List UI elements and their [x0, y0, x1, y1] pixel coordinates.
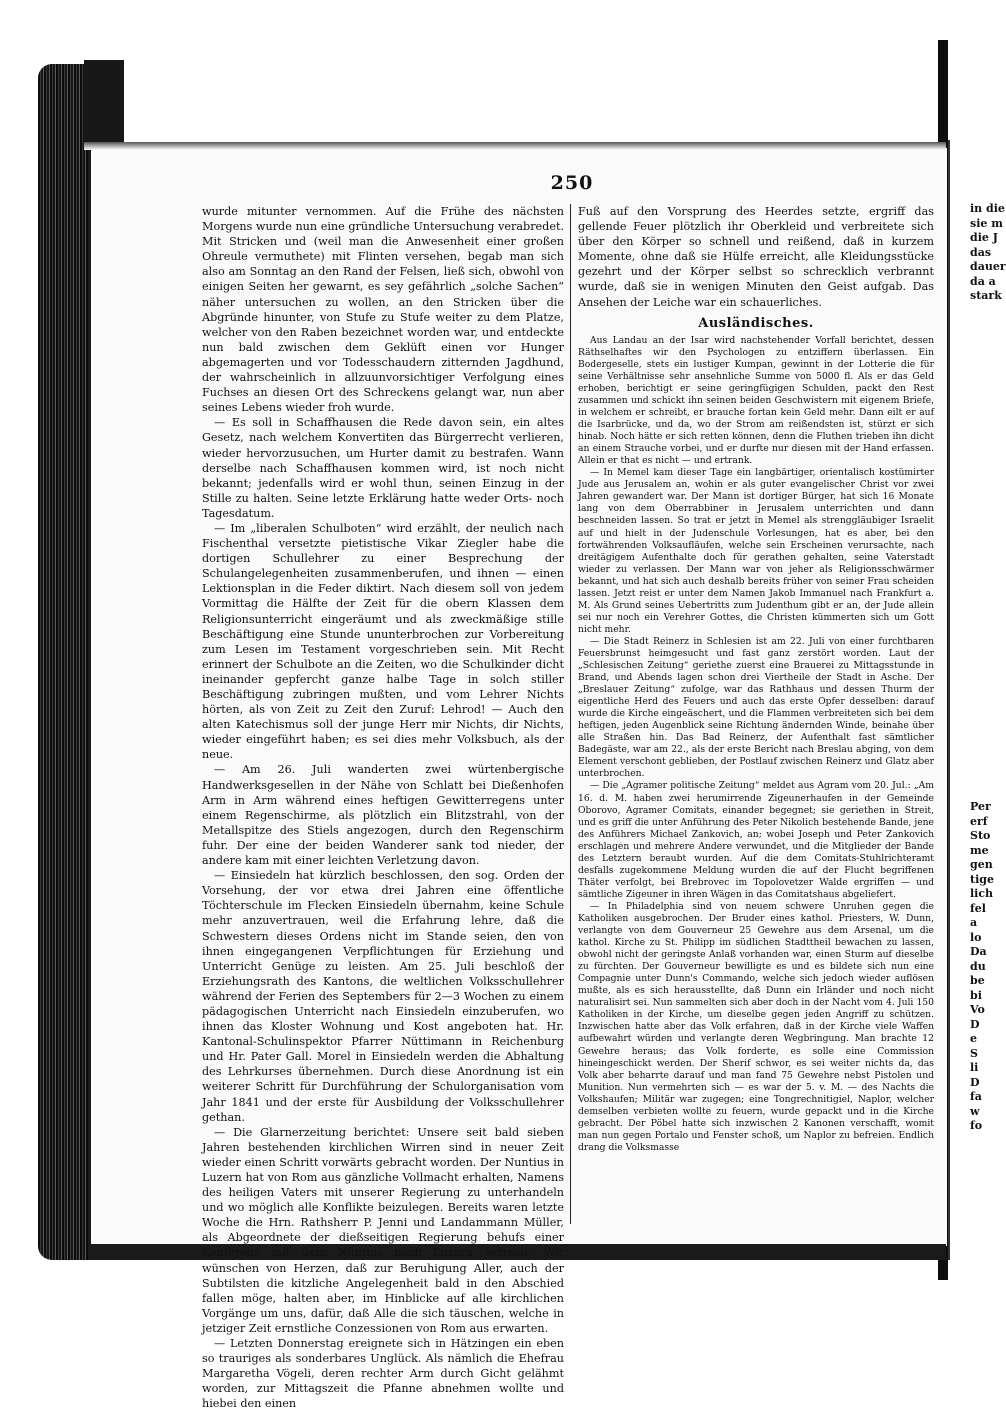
facing-page-line: me [970, 843, 989, 857]
page-top-shadow [84, 142, 946, 150]
article-paragraph: Aus Landau an der Isar wird nachstehender Vorfall berichtet, dessen Räthselhaftes wir den Psychologen zu entziffern überlassen. Ein Bodergeselle, stets ein lustiger Kumpan, gewinnt in der Lotterie die für seine Verhältnisse sehr ansehnliche Summe von 5000 fl. Als er das Geld erhoben, berichtigt er seine geringfügigen Schulden, packt den Rest zusammen und schickt ihn seinen beiden Geschwistern mit eigenem Briefe, in welchem er schreibt, er brauche fortan kein Geld mehr. Dann eilt er auf die Isarbrücke, und da, wo der Strom am reißendsten ist, stürzt er sich hinab. Noch hätte er sich retten können, denn die Fluthen trieben ihn dicht an einem Strauche vorbei, und er durfte nur diesen mit der Hand erfassen. Allein er that es nicht — und ertrank. [578, 334, 934, 467]
facing-page-line: tige [970, 872, 994, 886]
facing-page-line: e [970, 1032, 977, 1045]
article-paragraph: wurde mitunter vernommen. Auf die Frühe des nächsten Morgens wurde nun eine gründliche Untersuchung verabredet. Mit Stricken und (weil man die Anwesenheit einer großen Ohreule vermuthete) mit Flinten versehen, begab man sich also am Sonntag an den Rand der Felsen, ließ sich, obwohl von einigen Seiten her gewarnt, es sey gefährlich „solche Sachen“ näher untersuchen zu wollen, an den Stricken über die Abgründe hinunter, von Stufe zu Stufe weiter zu dem Platze, welcher von den Raben bezeichnet worden war, und entdeckte nun bald zwischen dem Geklüft einen vor Hunger abgemagerten und vor Todesschaudern zitternden Jagdhund, der wahrscheinlich in allzuunvorsichtiger Verfolgung eines Fuchses an diesen Ort des Schreckens gelangt war, nun aber seines Lebens wieder froh wurde. [202, 205, 564, 415]
right-column [578, 204, 934, 1154]
facing-page-line: in die [970, 202, 1005, 215]
facing-page-line: erf [970, 814, 988, 828]
column-divider [570, 204, 571, 1224]
section-title: Ausländisches. [698, 315, 814, 331]
facing-page-line: D [970, 1017, 980, 1031]
book-page-edges [38, 64, 90, 1260]
facing-page-line: a [970, 916, 978, 929]
facing-page-line: da a [970, 274, 996, 288]
book-corner-shadow [84, 60, 124, 150]
facing-page-line: stark [970, 289, 1002, 302]
foreign-news-articles [578, 335, 934, 1154]
facing-page-line: be [970, 974, 985, 987]
facing-page-line: D [970, 1075, 980, 1089]
article-paragraph: — Im „liberalen Schulboten“ wird erzählt, der neulich nach Fischenthal versetzte pietistische Vikar Ziegler habe die dortigen Schullehrer zu einer Besprechung der Schulangelegenheiten zusammenberufen, und ihnen — einen Lektionsplan in die Feder diktirt. Nach diesem soll von jedem Vormittag die Hälfte der Zeit für die obern Klassen dem Religionsunterricht eingeräumt und als zweckmäßige stille Beschäftigung eine Stunde ununterbrochen zur Vorbereitung zum Lesen im Testament vorgeschrieben sein. Mit Recht erinnert der Schulbote an die Zeiten, wo die Schulkinder dicht ineinander gepfercht ganze halbe Tage in solch stiller Beschäftigung zubringen mußten, und vom Lehrer Nichts hörten, als von Zeit zu Zeit den Zuruf: Lehrod! — Auch den alten Katechismus soll der junge Herr mir Nichts, dir Nichts, wieder eingeführt haben; es sei dies mehr Volksbuch, als der neue. [202, 521, 564, 762]
page-number: 250 [550, 172, 594, 194]
left-column [202, 204, 564, 1412]
facing-page-line: Vo [970, 1003, 985, 1016]
facing-page-line: die J [970, 231, 998, 244]
facing-page-line: du [970, 959, 986, 973]
article-paragraph: — Es soll in Schaffhausen die Rede davon sein, ein altes Gesetz, nach welchem Konvertiten das Bürgerrecht verlieren, wieder hervorzusuchen, um Hurter damit zu bestrafen. Wann derselbe nach Schaffhausen kommen wird, ist noch nicht bekannt; jedenfalls wird er wohl thun, seinen Einzug in der Stille zu halten. Seine letzte Erklärung hatte weder Orts- noch Tagesdatum. [202, 416, 564, 520]
scan-margin [0, 0, 36, 1322]
facing-page-line: lo [970, 930, 982, 944]
facing-page-text-bottom [950, 800, 994, 1134]
article-paragraph: — In Memel kam dieser Tage ein langbärtiger, orientalisch kostümirter Jude aus Jerusalem an, wohin er als guter evangelischer Christ vor zwei Jahren gewandert war. Der Mann ist dortiger Bürger, hat sich 16 Monate lang von dem Oberrabbiner in Jerusalem unterrichten und dann beschneiden lassen. So trat er jetzt in Memel als strenggläubiger Israelit auf und hielt in der Judenschule Vorlesungen, hat es aber, bei den fortwährenden Volksaufläufen, welche sein Erscheinen verursachte, nach dreitägigem Aufenthalte doch für gerathen gehalten, seine Vaterstadt wieder zu verlassen. Der Mann war von jeher als Religionsschwärmer bekannt, und hat sich auch deshalb bereits früher von seiner Frau scheiden lassen. Jetzt reist er unter dem Namen Jakob Immanuel nach Frankfurt a. M. Als Grund seines Uebertritts zum Judenthum gibt er an, der Jude allein sei nur noch ein Verehrer Gottes, die Christen kümmerten sich um Gott nicht mehr. [578, 467, 934, 635]
facing-page-line: gen [970, 858, 993, 871]
article-paragraph: — Die Stadt Reinerz in Schlesien ist am 22. Juli von einer furchtbaren Feuersbrunst heimgesucht und fast ganz zerstört worden. Laut der „Schlesischen Zeitung“ geriethe zuerst eine Brauerei zu Mittagsstunde in Brand, und Abends lagen schon drei Viertheile der Stadt in Asche. Der „Breslauer Zeitung“ zufolge, war das Rathhaus und dessen Thurm der eigentliche Herd des Feuers und auch das erste Opfer desselben: darauf wurde die Kirche eingeäschert, und die Flammen verbreiteten sich bei dem heftigen, jeden Augenblick seine Richtung ändernden Winde, beinahe über alle Straßen hin. Das Bad Reinerz, der Aufenthalt fast sämtlicher Badegäste, war am 22., als der erste Bericht nach Breslau abging, von dem Element verschont geblieben, der Postlauf zwischen Reinerz und Glatz aber unterbrochen. [578, 635, 934, 780]
right-column-top-paragraph: Fuß auf den Vorsprung des Heerdes setzte, ergriff das gellende Feuer plötzlich ihr Oberkleid und verbreitete sich über den Körper so schnell und reißend, daß in kurzem Momente, ohne daß sie Hülfe erreicht, alle Kleidungsstücke gezehrt und der Körper selbst so schrecklich verbrannt wurde, daß sie in wenigen Minuten den Geist aufgab. Das Ansehen der Leiche war ein schauerliches. [578, 205, 934, 309]
facing-page-line: bi [970, 988, 982, 1002]
facing-page-fragment [948, 140, 1006, 1260]
facing-page-line: sie m [970, 216, 1003, 230]
facing-page-line: w [970, 1104, 980, 1118]
article-paragraph: — In Philadelphia sind von neuem schwere Unruhen gegen die Katholiken ausgebrochen. Der Bruder eines kathol. Priesters, W. Dunn, verlangte von dem Gouverneur 25 Gewehre aus dem Arsenal, um die kathol. Kirche zu St. Philipp im südlichen Stadttheil bewachen zu lassen, obwohl nicht der geringste Anlaß vorhanden war, einen Sturm auf dieselbe zu fürchten. Der Gouverneur bewilligte es und es bildete sich nun eine Compagnie unter Dunn's Commando, welche sich jedoch wieder auflösen mußte, als es sich herausstellte, daß Dunn ein Irländer und noch nicht naturalisirt sei. Nun sammelten sich aber doch in der Nacht vom 4. Juli 150 Katholiken in der Kirche, um dieselbe gegen jeden Angriff zu schützen. Inzwischen hatte aber das Volk erfahren, daß in der Kirche viele Waffen aufbewahrt würden und verlangte deren Wegbringung. Man brachte 12 Gewehre heraus; das Volk forderte, es solle eine Commission hineingeschickt werden. Der Sherif schwor, es sei weiter nichts da, das Volk aber beharrte darauf und man fand 75 Gewehre nebst Pistolen und Munition. Nun vermehrten sich — es war der 5. v. M. — des Nachts die Volkshaufen; Militär war zugegen; eine Tongrechnitigiel, Naplor, welcher demselben verbieten wollte zu feuern, wurde gepackt und in die Kirche gebracht. Der Pöbel hatte sich inzwischen 2 Kanonen verschafft, womit man nun gegen Portalo und Fenster schoß, um Naplor zu befreien. Endlich drang die Volksmasse [578, 900, 934, 1153]
facing-page-line: Per [970, 800, 991, 813]
facing-page-line: Sto [970, 829, 991, 842]
facing-page-line: li [970, 1061, 979, 1074]
article-paragraph: — Am 26. Juli wanderten zwei würtenbergische Handwerksgesellen in der Nähe von Schlatt bei Dießenhofen Arm in Arm während eines heftigen Gewitterregens unter einem Regenschirme, als plötzlich ein Blitzstrahl, von der Metallspitze des Stiels angezogen, durch den Regenschirm fuhr. Der eine der beiden Wanderer sank tod nieder, der andere kam mit einer leichten Verletzung davon. [202, 763, 564, 868]
facing-page-line: das [970, 245, 992, 259]
facing-page-line: S [970, 1046, 978, 1060]
facing-page-text-top [950, 202, 1006, 304]
article-paragraph: — Die „Agramer politische Zeitung“ meldet aus Agram vom 20. Jul.: „Am 16. d. M. haben zwei herumirrende Zigeunerhaufen in der Gemeinde Oborovo, Agramer Comitats, einander begegnet; sie geriethen in Streit, und es griff die unter Anführung des Peter Nikolich bestehende Bande, jene des Anführers Michael Zankovich, an; wobei Joseph und Peter Zankovich erschlagen und mehrere Andere verwundet, und die Mitglieder der Bande des Letztern beraubt wurden. Auf die dem Comitats-Stuhlrichteramt desfalls zugekommene Meldung wurden die auf der Flucht begriffenen Thäter verfolgt, bei Brebrovec im Topolovetzer Walde ergriffen — und sämtliche Zigeuner in ihren Wägen in das Comitatshaus abgeliefert. [578, 780, 934, 900]
article-paragraph: — Letzten Donnerstag ereignete sich in Hätzingen ein eben so trauriges als sonderbares Unglück. Als nämlich die Ehefrau Margaretha Vögeli, deren rechter Arm durch Gicht gelähmt worden, zur Mittagszeit die Pfanne abnehmen wollte und hiebei den einen [202, 1337, 564, 1411]
article-paragraph: — Einsiedeln hat kürzlich beschlossen, den sog. Orden der Vorsehung, der vor etwa drei Jahren eine öffentliche Töchterschule im Flecken Einsiedeln übernahm, keine Schule mehr anzuvertrauen, weil die Erfahrung lehre, daß die Schwestern dieses Ordens nicht im Stande seien, den von ihnen eingegangenen Verpflichtungen für Erziehung und Unterricht Genüge zu leisten. Am 25. Juli beschloß der Erziehungsrath des Kantons, die weltlichen Volksschullehrer während der Ferien des Septembers für 2—3 Wochen zu einem pädagogischen Unterricht nach Einsiedeln einzuberufen, wo ihnen das Kloster Wohnung und Kost angeboten hat. Hr. Kantonal-Schulinspektor Pfarrer Nüttimann in Reichenburg und Hr. Pater Gall. Morel in Einsiedeln werden die Abhaltung des Lehrkurses übernehmen. Durch diese Anordnung ist ein weiterer Schritt für Durchführung der Schulorganisation vom Jahr 1841 und der erste für Ausbildung der Volksschullehrer gethan. [202, 869, 564, 1124]
article-paragraph: — Die Glarnerzeitung berichtet: Unsere seit bald sieben Jahren bestehenden kirchlichen Wirren sind in neuer Zeit wieder einen Schritt vorwärts gebracht worden. Der Nuntius in Luzern hat von Rom aus gänzliche Vollmacht erhalten, Namens des heiligen Vaters mit unserer Regierung zu unterhandeln und wo möglich alle Konflikte beizulegen. Bereits waren letzte Woche die Hrn. Rathsherr P. Jenni und Landammann Müller, als Abgeordnete der dießseitigen Regierung behufs einer Konferenz mit dem Nuntius nach Luzern verreist. Wir wünschen von Herzen, daß zur Beruhigung Aller, auch der Subtilsten die kitzliche Angelegenheit bald in den Abschied fallen möge, halten aber, im Hinblicke auf alle kirchlichen Vorgänge um uns, dafür, daß Alle die sich täuschen, welche in jetziger Zeit ernstliche Conzessionen von Rom aus erwarten. [202, 1125, 564, 1335]
facing-page-line: fa [970, 1090, 982, 1103]
facing-page-line: Da [970, 945, 987, 958]
facing-page-line: fo [970, 1119, 983, 1132]
facing-page-line: lich [970, 887, 994, 900]
facing-page-line: fel [970, 901, 986, 915]
facing-page-line: dauer [970, 260, 1006, 273]
